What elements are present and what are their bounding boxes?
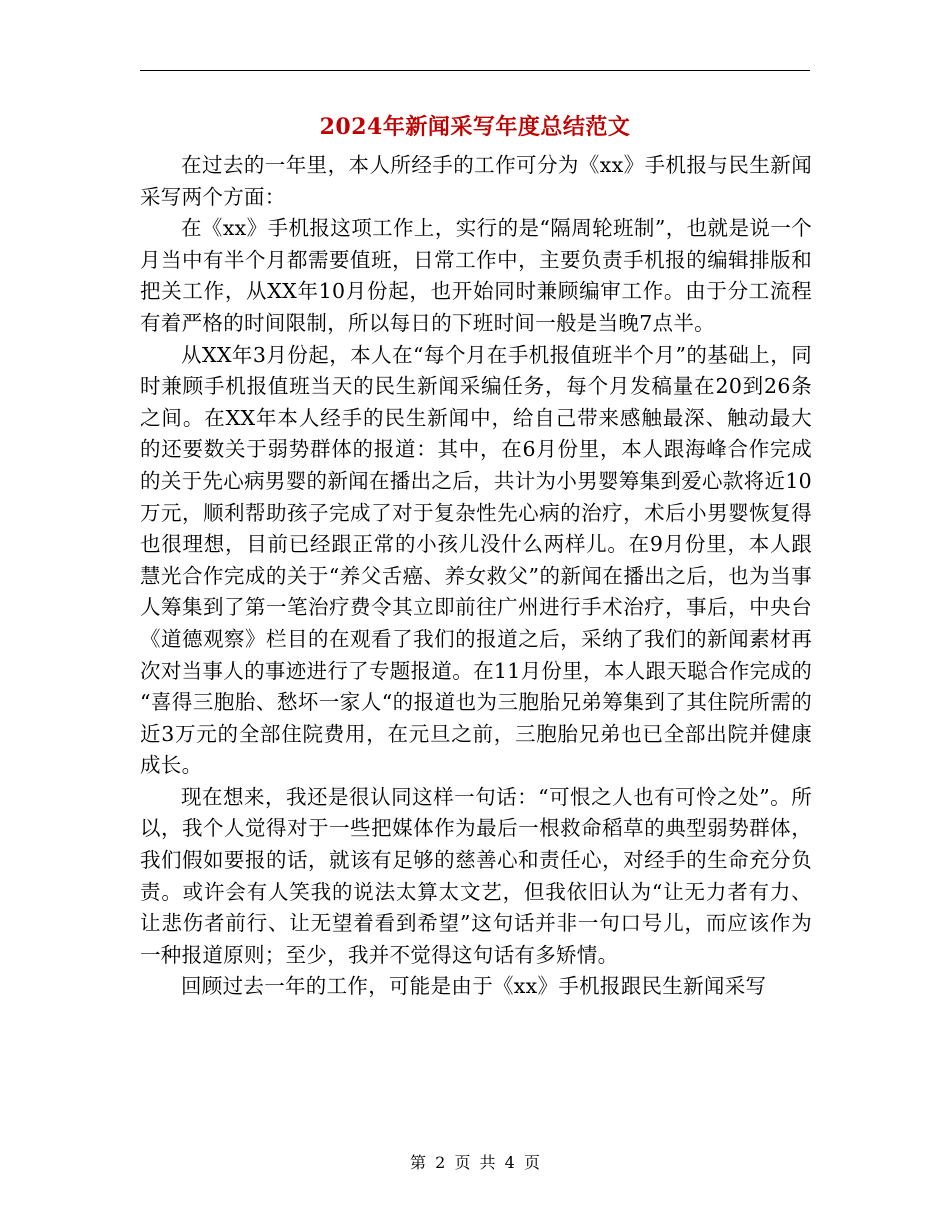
paragraph-review: 回顾过去一年的工作，可能是由于《xx》手机报跟民生新闻采写 <box>181 974 767 999</box>
footer-page-unit: 页 <box>454 1153 471 1172</box>
paragraph-livelihood-news: 从XX年3月份起，本人在“每个月在手机报值班半个月”的基础上，同时兼顾手机报值班当天的民生新闻采编任务，每个月发稿量在20到26条之间。在XX年本人经手的民生新闻中，给自己带来感触最深、触动最大的还要数关于弱势群体的报道：其中，在6月份里，本人跟海峰合作完成的关于先心病男婴的新闻在播出之后，共计为小男婴筹集到爱心款将近10万元，顺利帮助孩子完成了对于复杂性先心病的治疗，术后小男婴恢复得也很理想，目前已经跟正常的小孩儿没什么两样儿。在9月份里，本人跟慧光合作完成的关于“养父舌癌、养女救父”的新闻在播出之后，也为当事人筹集到了第一笔治疗费令其立即前往广州进行手术治疗，事后，中央台《道德观察》栏目的在观看了我们的报道之后，采纳了我们的新闻素材再次对当事人的事迹进行了专题报道。在11月份里，本人跟天聪合作完成的 “喜得三胞胎、愁坏一家人“的报道也为三胞胎兄弟筹集到了其住院所需的近3万元的全部住院费用，在元旦之前，三胞胎兄弟也已全部出院并健康成长。 <box>140 342 812 778</box>
footer-current-page: 2 <box>435 1153 446 1172</box>
footer-prefix: 第 <box>410 1153 427 1172</box>
paragraph-mobile-news: 在《xx》手机报这项工作上，实行的是“隔周轮班制”，也就是说一个月当中有半个月都需要值班，日常工作中，主要负责手机报的编辑排版和把关工作，从XX年10月份起，也开始同时兼顾编审工作。由于分工流程有着严格的时间限制，所以每日的下班时间一般是当晚7点半。 <box>140 216 812 335</box>
footer-total-label: 共 <box>479 1153 496 1172</box>
document-body <box>140 150 812 1003</box>
document-title: 2024年新闻采写年度总结范文 <box>319 114 631 140</box>
header-rule <box>140 70 810 71</box>
footer-total-unit: 页 <box>523 1153 540 1172</box>
paragraph-intro: 在过去的一年里，本人所经手的工作可分为《xx》手机报与民生新闻采写两个方面： <box>140 153 812 209</box>
footer-total-pages: 4 <box>504 1153 515 1172</box>
page-footer <box>0 1152 950 1174</box>
paragraph-reflection: 现在想来，我还是很认同这样一句话：“可恨之人也有可怜之处”。所以，我个人觉得对于一些把媒体作为最后一根救命稻草的典型弱势群体，我们假如要报的话，就该有足够的慈善心和责任心，对经手的生命充分负责。或许会有人笑我的说法太算太文艺，但我依旧认为“让无力者有力、让悲伤者前行、让无望着看到希望”这句话并非一句口号儿，而应该作为一种报道原则；至少，我并不觉得这句话有多矫情。 <box>140 784 812 967</box>
